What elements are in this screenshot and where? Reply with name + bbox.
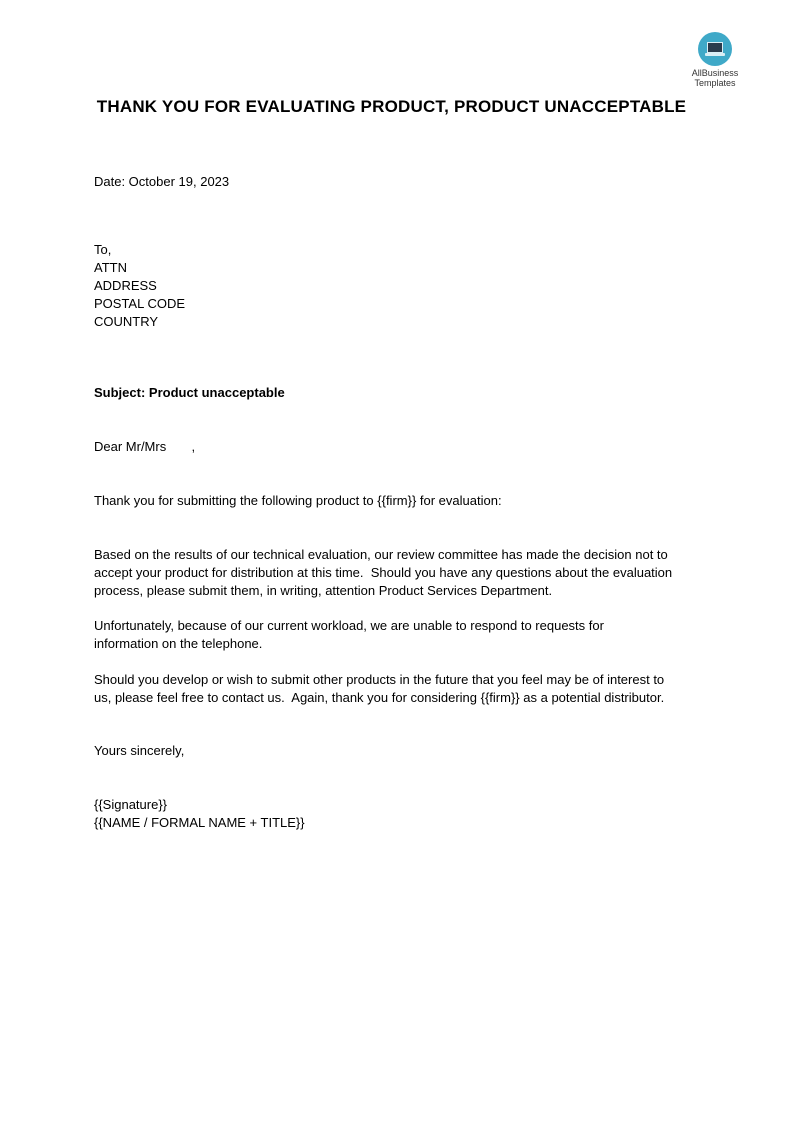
address-postal-code: POSTAL CODE <box>94 296 186 311</box>
body-paragraph-3-line-1: Unfortunately, because of our current workload, we are unable to respond to requests for <box>94 618 604 633</box>
laptop-icon <box>698 32 732 66</box>
body-paragraph-2-line-2: accept your product for distribution at this time. Should you have any questions about the evaluation <box>94 565 673 580</box>
body-paragraph-2-line-1: Based on the results of our technical evaluation, our review committee has made the decision not to <box>94 547 668 562</box>
logo-text-line1: AllBusiness <box>691 68 739 78</box>
address-to: To, <box>94 242 112 257</box>
body-paragraph-3-line-2: information on the telephone. <box>94 636 263 651</box>
document-title: THANK YOU FOR EVALUATING PRODUCT, PRODUCT UNACCEPTABLE <box>96 97 687 116</box>
closing: Yours sincerely, <box>94 743 185 758</box>
subject-line: Subject: Product unacceptable <box>94 385 285 400</box>
date-line: Date: October 19, 2023 <box>94 174 230 189</box>
signature-placeholder: {{Signature}} <box>94 797 168 812</box>
address-attn: ATTN <box>94 260 127 275</box>
body-paragraph-1: Thank you for submitting the following product to {{firm}} for evaluation: <box>94 493 502 508</box>
body-paragraph-2-line-3: process, please submit them, in writing, attention Product Services Department. <box>94 583 553 598</box>
body-paragraph-4-line-1: Should you develop or wish to submit other products in the future that you feel may be of interest to <box>94 672 665 687</box>
address-address: ADDRESS <box>94 278 157 293</box>
allbusiness-templates-logo <box>680 32 750 88</box>
name-title-placeholder: {{NAME / FORMAL NAME + TITLE}} <box>94 815 305 830</box>
logo-text-line2: Templates <box>694 78 736 88</box>
salutation: Dear Mr/Mrs , <box>94 439 196 454</box>
address-country: COUNTRY <box>94 314 159 329</box>
body-paragraph-4-line-2: us, please feel free to contact us. Again, thank you for considering {{firm}} as a potential distributor. <box>94 690 665 705</box>
